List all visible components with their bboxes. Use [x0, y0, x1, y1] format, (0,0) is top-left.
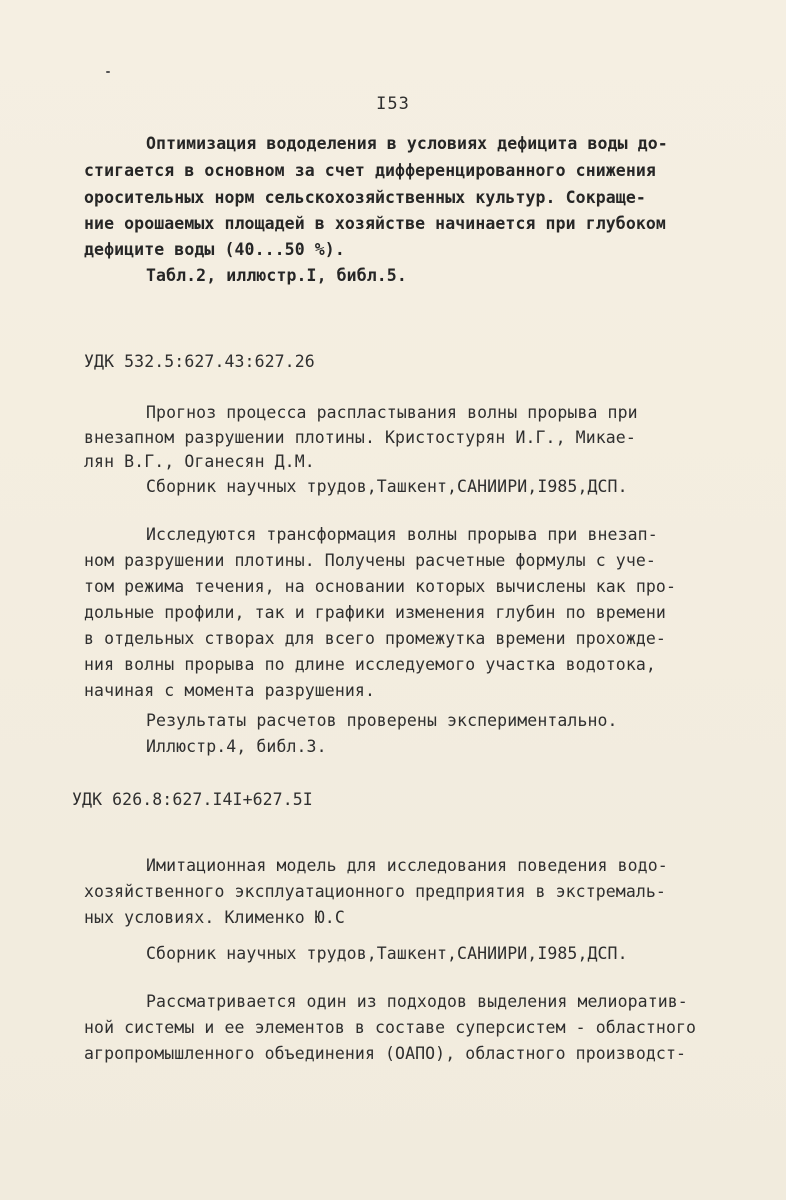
block2-result: Результаты расчетов проверены экспериментально. — [146, 711, 618, 730]
block2-abstract-line: ном разрушении плотины. Получены расчетные формулы с уче- — [84, 551, 656, 570]
block1-line: стигается в основном за счет дифференцированного снижения — [84, 161, 656, 180]
udk-heading: УДК 626.8:627.I4I+627.5I — [72, 790, 313, 809]
block3-source: Сборник научных трудов,Ташкент,САНИИРИ,I985,ДСП. — [146, 944, 628, 963]
block1-line: ние орошаемых площадей в хозяйстве начинается при глубоком — [84, 214, 666, 233]
block3-title-line: Имитационная модель для исследования поведения водо- — [146, 856, 668, 875]
block3-abstract-line: Рассматривается один из подходов выделения мелиоратив- — [146, 992, 688, 1011]
block3-abstract-line: агропромышленного объединения (ОАПО), областного производст- — [84, 1044, 687, 1063]
block2-abstract-line: дольные профили, так и графики изменения глубин по времени — [84, 603, 666, 622]
block2-source: Сборник научных трудов,Ташкент,САНИИРИ,I985,ДСП. — [146, 477, 628, 496]
block2-abstract-line: в отдельных створах для всего промежутка времени прохожде- — [84, 629, 666, 648]
udk-heading: УДК 532.5:627.43:627.26 — [84, 352, 315, 371]
block3-abstract-line: ной системы и ее элементов в составе суперсистем - областного — [84, 1018, 697, 1037]
block2-abstract-line: Исследуются трансформация волны прорыва при внезап- — [146, 525, 658, 544]
block1-refs: Табл.2, иллюстр.I, библ.5. — [146, 266, 407, 285]
block1-line: оросительных норм сельскохозяйственных культур. Сокраще- — [84, 188, 646, 207]
block1-line: Оптимизация вододеления в условиях дефицита воды до- — [146, 134, 668, 153]
block3-title-line: ных условиях. Клименко Ю.С — [84, 908, 345, 927]
page-number: I53 — [376, 94, 410, 114]
scan-speck — [106, 71, 110, 73]
block2-title-line: внезапном разрушении плотины. Кристостурян И.Г., Микае- — [84, 428, 636, 447]
block1-line: дефиците воды (40...50 %). — [84, 240, 345, 259]
block2-abstract-line: начиная с момента разрушения. — [84, 681, 375, 700]
block2-refs: Иллюстр.4, библ.3. — [146, 737, 327, 756]
block3-title-line: хозяйственного эксплуатационного предприятия в экстремаль- — [84, 882, 666, 901]
block2-abstract-line: ния волны прорыва по длине исследуемого участка водотока, — [84, 655, 656, 674]
block2-title-line: Прогноз процесса распластывания волны прорыва при — [146, 403, 638, 422]
block2-title-line: лян В.Г., Оганесян Д.М. — [84, 452, 315, 471]
block2-abstract-line: том режима течения, на основании которых вычислены как про- — [84, 577, 676, 596]
